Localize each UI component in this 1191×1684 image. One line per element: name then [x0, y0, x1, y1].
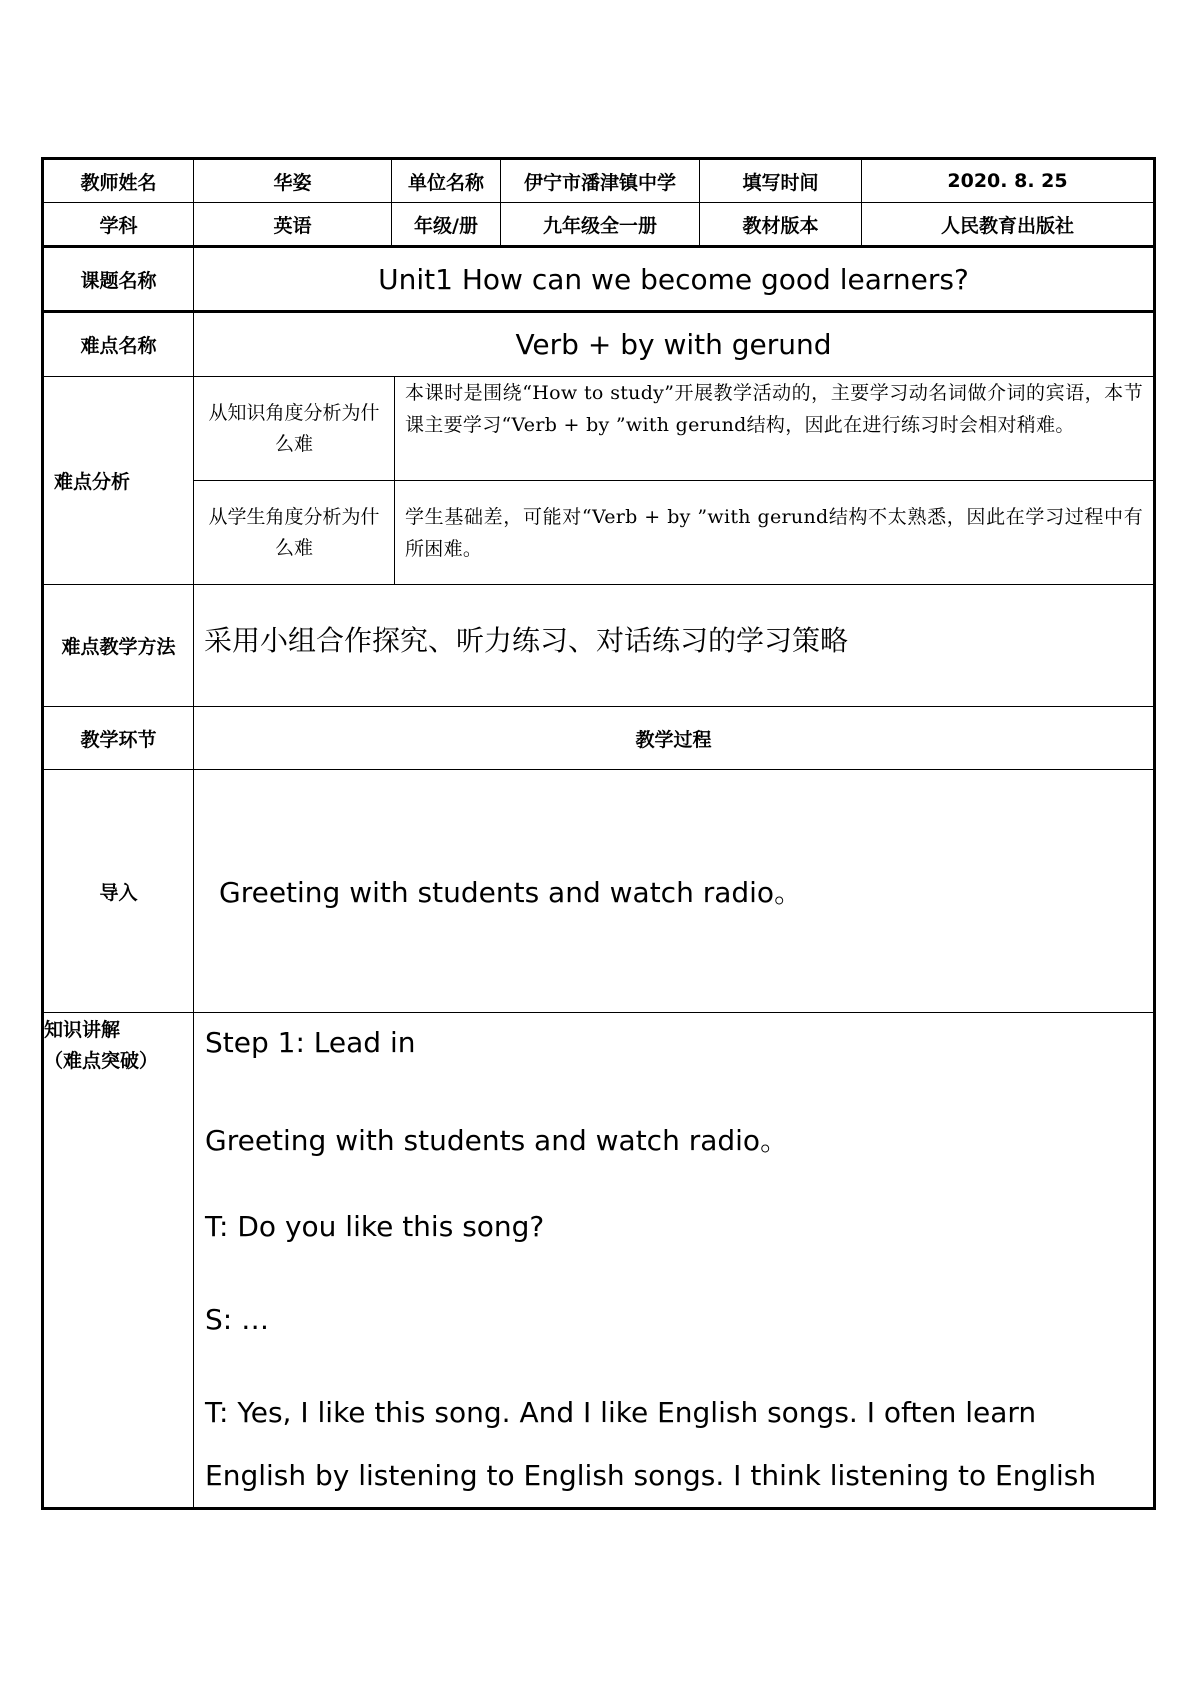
intro-label: 导入 — [44, 770, 194, 1012]
knowledge-text — [395, 377, 1153, 480]
lecture-label-line2: （难点突破） — [44, 1050, 159, 1072]
lecture-line-4: S: … — [205, 1303, 270, 1336]
method-value — [194, 585, 1153, 706]
lecture-line-3: T: Do you like this song? — [205, 1210, 545, 1243]
knowledge-text-span: 本课时是围绕“How to study”开展教学活动的，主要学习动名词做介词的宾语，本节课主要学习“Verb + by ”with gerund结构，因此在进行练习时会相对稍难。 — [405, 382, 1143, 436]
intro-text-span: Greeting with students and watch radio。 — [219, 876, 803, 909]
subject-value: 英语 — [194, 203, 392, 245]
process-header-row — [44, 707, 1153, 770]
lecture-line-6: English by listening to English songs. I think listening to English — [205, 1459, 1097, 1492]
grade-label: 年级/册 — [392, 203, 501, 245]
lecture-row — [44, 1013, 1153, 1507]
lecture-label — [44, 1013, 194, 1507]
method-label: 难点教学方法 — [44, 585, 194, 706]
lecture-content — [194, 1013, 1153, 1507]
lecture-label-line1: 知识讲解 — [44, 1019, 121, 1041]
method-value-text: 采用小组合作探究、听力练习、对话练习的学习策略 — [204, 624, 849, 657]
subject-label: 学科 — [44, 203, 194, 245]
student-label-text: 从学生角度分析为什么难 — [208, 505, 380, 559]
lesson-plan-table — [41, 157, 1156, 1510]
topic-value: Unit1 How can we become good learners? — [378, 262, 969, 296]
edition-value: 人民教育出版社 — [940, 214, 1074, 237]
process-label: 教学过程 — [635, 728, 712, 751]
unit-name-label: 单位名称 — [392, 160, 501, 202]
knowledge-subrow — [194, 377, 1153, 481]
student-text — [395, 481, 1153, 584]
difficulty-row — [44, 313, 1153, 377]
intro-row — [44, 770, 1153, 1013]
method-row — [44, 585, 1153, 707]
intro-text — [194, 770, 1153, 1012]
student-label — [194, 481, 395, 584]
analysis-row — [44, 377, 1153, 585]
header-row-2 — [44, 203, 1153, 248]
teacher-name-label: 教师姓名 — [44, 160, 194, 202]
fill-date-value: 2020. 8. 25 — [947, 170, 1068, 192]
lecture-line-5: T: Yes, I like this song. And I like English songs. I often learn — [205, 1396, 1037, 1429]
student-subrow — [194, 481, 1153, 584]
teacher-name-value: 华姿 — [194, 160, 392, 202]
difficulty-value: Verb + by with gerund — [515, 328, 832, 361]
header-row-1 — [44, 160, 1153, 203]
lecture-line-2: Greeting with students and watch radio。 — [205, 1124, 789, 1157]
stage-label: 教学环节 — [44, 707, 194, 769]
knowledge-label-text: 从知识角度分析为什么难 — [208, 401, 380, 455]
difficulty-label: 难点名称 — [44, 313, 194, 376]
unit-name-value: 伊宁市潘津镇中学 — [501, 160, 700, 202]
analysis-label — [44, 377, 194, 584]
grade-value: 九年级全一册 — [501, 203, 700, 245]
topic-row — [44, 248, 1153, 313]
fill-date-label: 填写时间 — [700, 160, 862, 202]
edition-label: 教材版本 — [700, 203, 862, 245]
analysis-label-text: 难点分析 — [54, 471, 131, 493]
student-text-span: 学生基础差，可能对“Verb + by ”with gerund结构不太熟悉，因此在学习过程中有所困难。 — [405, 505, 1143, 560]
topic-label: 课题名称 — [44, 248, 194, 310]
knowledge-label — [194, 377, 395, 480]
lecture-line-1: Step 1: Lead in — [205, 1026, 416, 1059]
